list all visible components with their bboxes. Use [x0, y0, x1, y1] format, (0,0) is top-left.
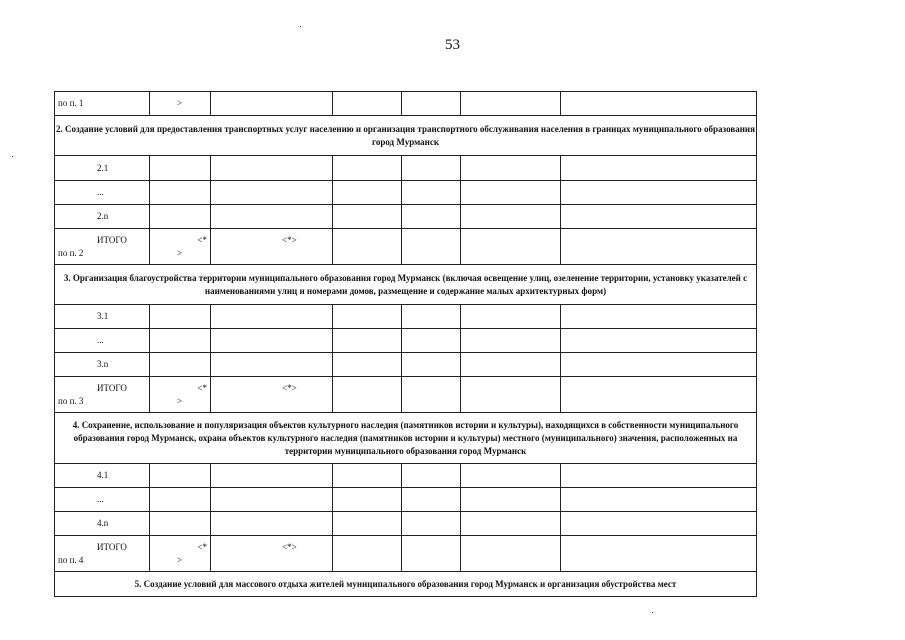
- table-row-total: [55, 536, 757, 572]
- total-label-cell: [55, 377, 150, 413]
- total-mark2-cell: <*>: [211, 377, 333, 413]
- section-title: 5. Создание условий для массового отдыха жителей муниципального образования город Мурманск и организация обустройства мест: [55, 572, 757, 597]
- section-title: 2. Создание условий для предоставления транспортных услуг населению и организация транспортного обслуживания населения в границах муниципального образования город Мурманск: [55, 116, 757, 156]
- row-label: по п. 1: [55, 92, 150, 116]
- total-sub: по п. 2: [58, 247, 84, 258]
- total-sub: по п. 3: [58, 395, 84, 406]
- table-row: [55, 464, 757, 488]
- report-table: [54, 91, 757, 597]
- table-row: [55, 205, 757, 229]
- page-number: 53: [445, 37, 460, 53]
- table-row-total: [55, 229, 757, 265]
- total-mark2-cell: <*>: [211, 536, 333, 572]
- total-mark2-cell: <*>: [211, 229, 333, 265]
- table-row: [55, 353, 757, 377]
- scan-speck: [12, 156, 13, 157]
- row-number: ...: [55, 488, 150, 512]
- scan-speck: [300, 26, 301, 27]
- row-number: 2.n: [55, 205, 150, 229]
- table-row: [55, 512, 757, 536]
- total-label: ИТОГО: [97, 382, 127, 393]
- scan-speck: [652, 612, 653, 613]
- section-title: 4. Сохранение, использование и популяризация объектов культурного наследия (памятников истории и культуры), находящихся в собственности муниципального образования город Мурманск, охрана объектов культурного наследия (памятников истории и культуры) местного (муниципального) значения, расположенных на территории муниципального образования город Мурманск: [55, 413, 757, 464]
- section-title: 3. Организация благоустройства территории муниципального образования город Мурманск (включая освещение улиц, озеленение территории, установку указателей с наименованиями улиц и номерами домов, размещение и содержание малых архитектурных форм): [55, 265, 757, 305]
- table-row-total: [55, 377, 757, 413]
- table-row: [55, 329, 757, 353]
- row-number: 2.1: [55, 156, 150, 181]
- row-number: ...: [55, 329, 150, 353]
- row-mark: >: [150, 92, 211, 116]
- section-heading-5: [55, 572, 757, 597]
- total-mark-cell: <* >: [150, 229, 211, 265]
- total-label-cell: [55, 229, 150, 265]
- section-heading-4: [55, 413, 757, 464]
- section-heading-3: [55, 265, 757, 305]
- row-number: 3.1: [55, 305, 150, 329]
- row-number: 4.n: [55, 512, 150, 536]
- row-number: 4.1: [55, 464, 150, 488]
- row-number: ...: [55, 181, 150, 205]
- total-sub: по п. 4: [58, 554, 84, 565]
- table-row: [55, 305, 757, 329]
- total-mark-cell: <* >: [150, 536, 211, 572]
- total-label-cell: [55, 536, 150, 572]
- table-row: [55, 156, 757, 181]
- total-label: ИТОГО: [97, 234, 127, 245]
- table-row: [55, 488, 757, 512]
- row-number: 3.n: [55, 353, 150, 377]
- table-row: [55, 181, 757, 205]
- total-mark-cell: <* >: [150, 377, 211, 413]
- section-heading-2: [55, 116, 757, 156]
- table-row-total-1: [55, 92, 757, 116]
- total-label: ИТОГО: [97, 541, 127, 552]
